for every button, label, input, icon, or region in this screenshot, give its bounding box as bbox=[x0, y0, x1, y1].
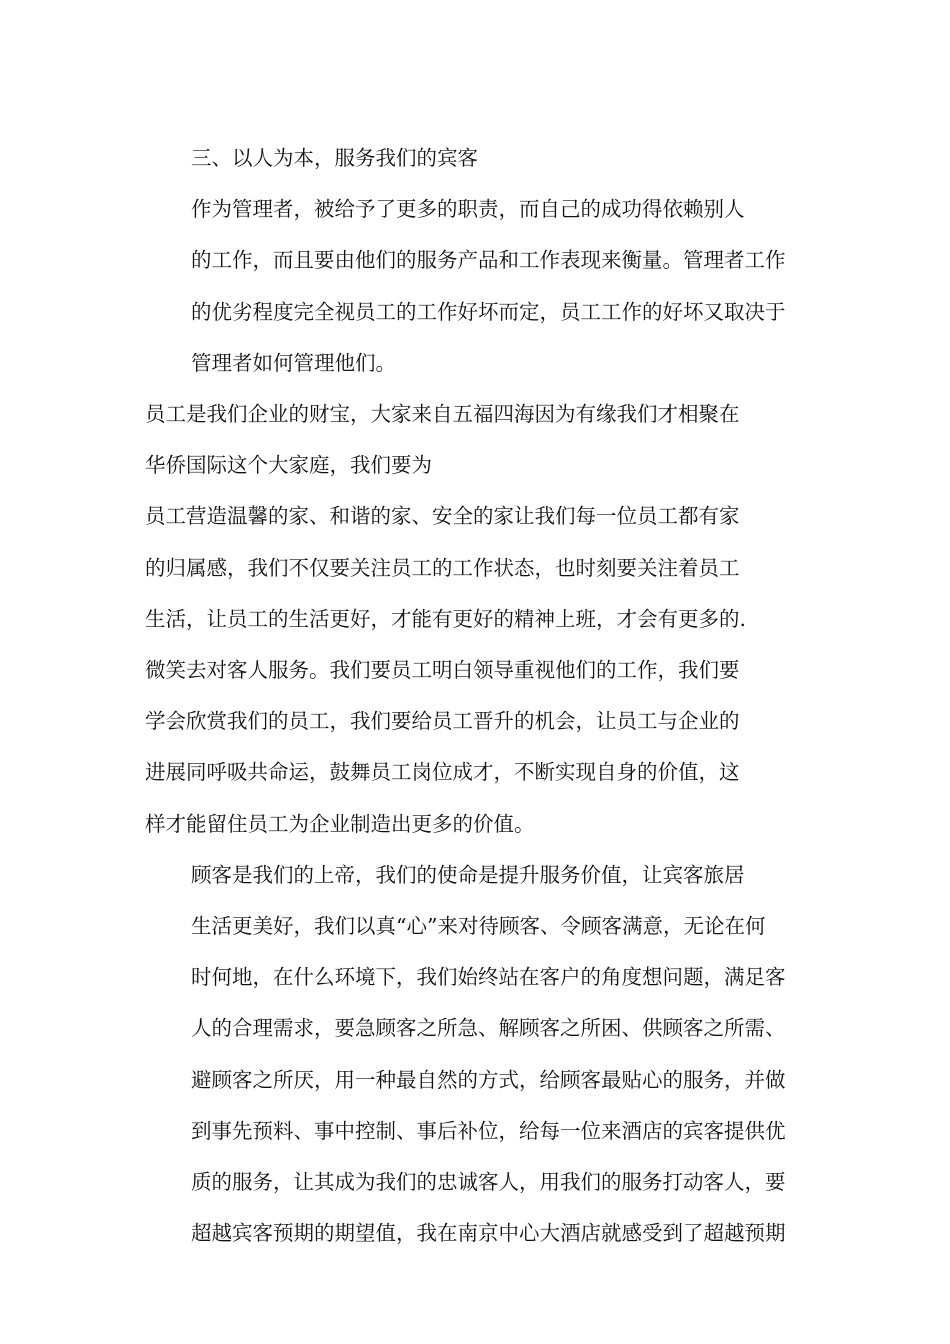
text-line: 进展同呼吸共命运，鼓舞员工岗位成才，不断实现自身的价值，这 bbox=[145, 760, 740, 785]
text-line: 生活，让员工的生活更好，才能有更好的精神上班，才会有更多的. bbox=[145, 606, 747, 631]
text-line: 避顾客之所厌，用一种最自然的方式，给顾客最贴心的服务，并做 bbox=[191, 1067, 786, 1092]
text-line: 顾客是我们的上帝，我们的使命是提升服务价值，让宾客旅居 bbox=[191, 862, 745, 887]
text-line: 的工作，而且要由他们的服务产品和工作表现来衡量。管理者工作 bbox=[191, 248, 786, 273]
text-line: 作为管理者，被给予了更多的职责，而自己的成功得依赖别人 bbox=[191, 197, 745, 222]
text-line: 的优劣程度完全视员工的工作好坏而定，员工工作的好坏又取决于 bbox=[191, 299, 786, 324]
text-line: 员工是我们企业的财宝，大家来自五福四海因为有缘我们才相聚在 bbox=[145, 402, 740, 427]
text-line: 时何地，在什么环境下，我们始终站在客户的角度想问题，满足客 bbox=[191, 965, 786, 990]
text-line: 生活更美好，我们以真“心”来对待顾客、令顾客满意，无论在何 bbox=[191, 914, 766, 939]
paragraph-employees-home bbox=[145, 491, 810, 849]
text-line: 超越宾客预期的期望值，我在南京中心大酒店就感受到了超越预期 bbox=[191, 1221, 786, 1246]
text-line: 员工营造温馨的家、和谐的家、安全的家让我们每一位员工都有家 bbox=[145, 504, 740, 529]
text-line: 华侨国际这个大家庭，我们要为 bbox=[145, 453, 432, 478]
paragraph-customers bbox=[145, 850, 810, 1260]
text-line: 微笑去对客人服务。我们要员工明白领导重视他们的工作，我们要 bbox=[145, 658, 740, 683]
text-line: 到事先预料、事中控制、事后补位，给每一位来酒店的宾客提供优 bbox=[191, 1118, 786, 1143]
section-heading bbox=[145, 133, 810, 184]
paragraph-employees-treasure bbox=[145, 389, 810, 491]
document-body bbox=[145, 133, 810, 1259]
text-line: 学会欣赏我们的员工，我们要给员工晋升的机会，让员工与企业的 bbox=[145, 709, 740, 734]
heading-text: 三、以人为本，服务我们的宾客 bbox=[191, 146, 478, 170]
text-line: 人的合理需求，要急顾客之所急、解顾客之所困、供顾客之所需、 bbox=[191, 1016, 786, 1041]
text-line: 质的服务，让其成为我们的忠诚客人，用我们的服务打动客人，要 bbox=[191, 1170, 786, 1195]
paragraph-managers bbox=[145, 184, 810, 389]
text-line: 管理者如何管理他们。 bbox=[191, 350, 396, 375]
text-line: 的归属感，我们不仅要关注员工的工作状态，也时刻要关注着员工 bbox=[145, 555, 740, 580]
text-line: 样才能留住员工为企业制造出更多的价值。 bbox=[145, 811, 535, 836]
